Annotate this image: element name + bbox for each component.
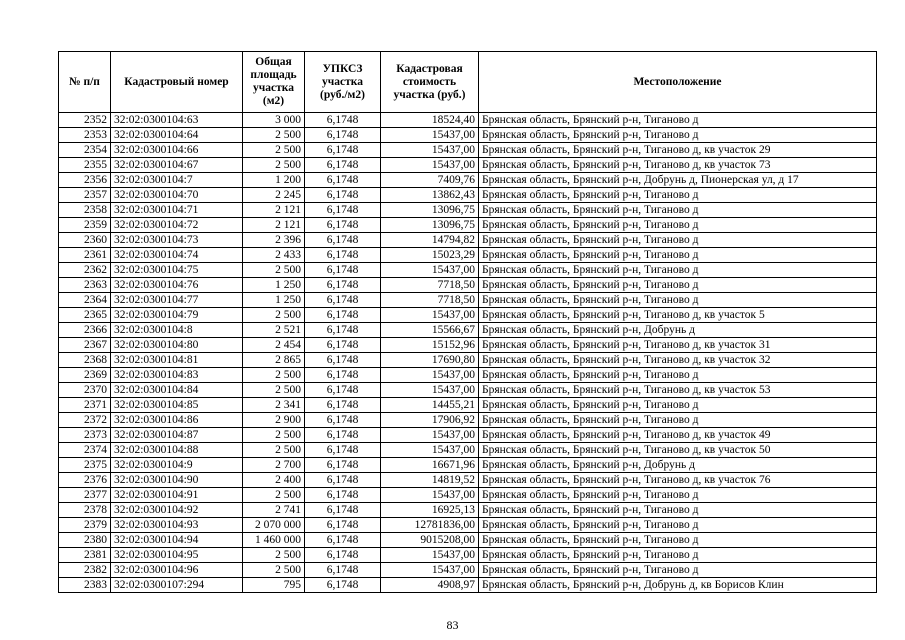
area-value: 2 521 [243,323,305,338]
cadastral-number: 32:02:0300104:94 [111,533,243,548]
cost-value: 16671,96 [381,458,479,473]
location-value: Брянская область, Брянский р-н, Тиганово д [479,203,877,218]
cadastral-number: 32:02:0300104:77 [111,293,243,308]
location-value: Брянская область, Брянский р-н, Тиганово д [479,293,877,308]
row-number: 2367 [59,338,111,353]
area-value: 2 500 [243,308,305,323]
location-value: Брянская область, Брянский р-н, Добрунь д, кв Борисов Клин [479,578,877,593]
cost-value: 15437,00 [381,308,479,323]
area-value: 1 460 000 [243,533,305,548]
cadastral-table [58,51,877,593]
location-value: Брянская область, Брянский р-н, Тиганово д [479,488,877,503]
table-row [59,158,877,173]
area-value: 795 [243,578,305,593]
cadastral-number: 32:02:0300104:66 [111,143,243,158]
table-row [59,143,877,158]
table-row [59,203,877,218]
upkcz-value: 6,1748 [305,548,381,563]
upkcz-value: 6,1748 [305,518,381,533]
cost-value: 14819,52 [381,473,479,488]
upkcz-value: 6,1748 [305,353,381,368]
table-row [59,473,877,488]
upkcz-value: 6,1748 [305,158,381,173]
area-value: 2 341 [243,398,305,413]
table-row [59,398,877,413]
upkcz-value: 6,1748 [305,338,381,353]
area-value: 2 700 [243,458,305,473]
table-row [59,338,877,353]
cadastral-number: 32:02:0300104:67 [111,158,243,173]
row-number: 2368 [59,353,111,368]
row-number: 2383 [59,578,111,593]
cost-value: 7409,76 [381,173,479,188]
location-value: Брянская область, Брянский р-н, Тиганово д, кв участок 32 [479,353,877,368]
cost-value: 14455,21 [381,398,479,413]
upkcz-value: 6,1748 [305,128,381,143]
location-value: Брянская область, Брянский р-н, Тиганово д, кв участок 31 [479,338,877,353]
cost-value: 16925,13 [381,503,479,518]
upkcz-value: 6,1748 [305,383,381,398]
row-number: 2355 [59,158,111,173]
upkcz-value: 6,1748 [305,503,381,518]
upkcz-value: 6,1748 [305,473,381,488]
table-row [59,278,877,293]
table-row [59,533,877,548]
area-value: 2 500 [243,143,305,158]
location-value: Брянская область, Брянский р-н, Тиганово д, кв участок 53 [479,383,877,398]
location-value: Брянская область, Брянский р-н, Тиганово д [479,518,877,533]
location-value: Брянская область, Брянский р-н, Тиганово д [479,113,877,128]
upkcz-value: 6,1748 [305,458,381,473]
row-number: 2371 [59,398,111,413]
cadastral-number: 32:02:0300104:71 [111,203,243,218]
cadastral-number: 32:02:0300104:83 [111,368,243,383]
upkcz-value: 6,1748 [305,248,381,263]
upkcz-value: 6,1748 [305,233,381,248]
table-body [59,113,877,593]
upkcz-value: 6,1748 [305,488,381,503]
location-value: Брянская область, Брянский р-н, Тиганово д [479,188,877,203]
cadastral-number: 32:02:0300104:8 [111,323,243,338]
row-number: 2356 [59,173,111,188]
area-value: 2 500 [243,158,305,173]
cadastral-number: 32:02:0300104:80 [111,338,243,353]
cost-value: 4908,97 [381,578,479,593]
upkcz-value: 6,1748 [305,563,381,578]
cost-value: 13096,75 [381,203,479,218]
row-number: 2369 [59,368,111,383]
upkcz-value: 6,1748 [305,173,381,188]
row-number: 2374 [59,443,111,458]
area-value: 2 500 [243,263,305,278]
location-value: Брянская область, Брянский р-н, Добрунь д, Пионерская ул, д 17 [479,173,877,188]
upkcz-value: 6,1748 [305,143,381,158]
cost-value: 17690,80 [381,353,479,368]
cost-value: 9015208,00 [381,533,479,548]
table-row [59,128,877,143]
location-value: Брянская область, Брянский р-н, Тиганово д, кв участок 49 [479,428,877,443]
row-number: 2362 [59,263,111,278]
table-row [59,443,877,458]
cost-value: 15437,00 [381,158,479,173]
upkcz-value: 6,1748 [305,578,381,593]
row-number: 2365 [59,308,111,323]
cost-value: 7718,50 [381,293,479,308]
location-value: Брянская область, Брянский р-н, Тиганово д [479,503,877,518]
cost-value: 15437,00 [381,143,479,158]
row-number: 2352 [59,113,111,128]
cost-value: 14794,82 [381,233,479,248]
table-row [59,563,877,578]
cost-value: 12781836,00 [381,518,479,533]
table-row [59,263,877,278]
cost-value: 15437,00 [381,128,479,143]
cadastral-number: 32:02:0300104:76 [111,278,243,293]
location-value: Брянская область, Брянский р-н, Тиганово д [479,398,877,413]
cost-value: 18524,40 [381,113,479,128]
cadastral-number: 32:02:0300104:88 [111,443,243,458]
location-value: Брянская область, Брянский р-н, Тиганово д [479,263,877,278]
cadastral-number: 32:02:0300104:74 [111,248,243,263]
cadastral-number: 32:02:0300104:87 [111,428,243,443]
cost-value: 15437,00 [381,263,479,278]
location-value: Брянская область, Брянский р-н, Добрунь д [479,458,877,473]
cost-value: 13862,43 [381,188,479,203]
row-number: 2373 [59,428,111,443]
cadastral-number: 32:02:0300104:7 [111,173,243,188]
location-value: Брянская область, Брянский р-н, Тиганово д, кв участок 29 [479,143,877,158]
row-number: 2372 [59,413,111,428]
area-value: 2 500 [243,383,305,398]
row-number: 2354 [59,143,111,158]
upkcz-value: 6,1748 [305,218,381,233]
table-row [59,578,877,593]
header-num: № п/п [59,52,111,113]
upkcz-value: 6,1748 [305,278,381,293]
page-number: 83 [446,618,459,632]
location-value: Брянская область, Брянский р-н, Добрунь д [479,323,877,338]
table-row [59,383,877,398]
cost-value: 15437,00 [381,383,479,398]
cadastral-number: 32:02:0300104:75 [111,263,243,278]
location-value: Брянская область, Брянский р-н, Тиганово д [479,368,877,383]
upkcz-value: 6,1748 [305,413,381,428]
cadastral-number: 32:02:0300104:90 [111,473,243,488]
location-value: Брянская область, Брянский р-н, Тиганово д [479,218,877,233]
cost-value: 15566,67 [381,323,479,338]
location-value: Брянская область, Брянский р-н, Тиганово д, кв участок 5 [479,308,877,323]
location-value: Брянская область, Брянский р-н, Тиганово д, кв участок 73 [479,158,877,173]
table-row [59,113,877,128]
table-row [59,503,877,518]
cost-value: 15437,00 [381,548,479,563]
table-row [59,458,877,473]
row-number: 2377 [59,488,111,503]
table-row [59,233,877,248]
table-row [59,188,877,203]
row-number: 2363 [59,278,111,293]
area-value: 2 500 [243,443,305,458]
location-value: Брянская область, Брянский р-н, Тиганово д [479,563,877,578]
upkcz-value: 6,1748 [305,398,381,413]
cadastral-number: 32:02:0300104:9 [111,458,243,473]
upkcz-value: 6,1748 [305,113,381,128]
area-value: 2 500 [243,428,305,443]
area-value: 2 741 [243,503,305,518]
cost-value: 15023,29 [381,248,479,263]
upkcz-value: 6,1748 [305,323,381,338]
area-value: 2 900 [243,413,305,428]
cadastral-number: 32:02:0300104:81 [111,353,243,368]
row-number: 2357 [59,188,111,203]
row-number: 2379 [59,518,111,533]
table-row [59,353,877,368]
row-number: 2375 [59,458,111,473]
cadastral-number: 32:02:0300104:73 [111,233,243,248]
row-number: 2366 [59,323,111,338]
upkcz-value: 6,1748 [305,263,381,278]
area-value: 3 000 [243,113,305,128]
cadastral-number: 32:02:0300104:63 [111,113,243,128]
location-value: Брянская область, Брянский р-н, Тиганово д [479,248,877,263]
area-value: 2 396 [243,233,305,248]
row-number: 2381 [59,548,111,563]
location-value: Брянская область, Брянский р-н, Тиганово д [479,233,877,248]
table-row [59,173,877,188]
upkcz-value: 6,1748 [305,203,381,218]
row-number: 2378 [59,503,111,518]
header-cost: Кадастровая стоимость участка (руб.) [381,52,479,113]
upkcz-value: 6,1748 [305,368,381,383]
upkcz-value: 6,1748 [305,308,381,323]
area-value: 1 250 [243,293,305,308]
table-row [59,293,877,308]
cost-value: 15437,00 [381,563,479,578]
cadastral-number: 32:02:0300104:91 [111,488,243,503]
location-value: Брянская область, Брянский р-н, Тиганово д, кв участок 50 [479,443,877,458]
cadastral-number: 32:02:0300104:93 [111,518,243,533]
cadastral-number: 32:02:0300107:294 [111,578,243,593]
cadastral-number: 32:02:0300104:64 [111,128,243,143]
location-value: Брянская область, Брянский р-н, Тиганово д [479,128,877,143]
cost-value: 17906,92 [381,413,479,428]
cadastral-number: 32:02:0300104:96 [111,563,243,578]
cadastral-number: 32:02:0300104:95 [111,548,243,563]
header-cadastral: Кадастровый номер [111,52,243,113]
area-value: 2 454 [243,338,305,353]
area-value: 2 121 [243,203,305,218]
cost-value: 15152,96 [381,338,479,353]
table-row [59,488,877,503]
area-value: 1 250 [243,278,305,293]
location-value: Брянская область, Брянский р-н, Тиганово д [479,533,877,548]
location-value: Брянская область, Брянский р-н, Тиганово д [479,413,877,428]
table-row [59,428,877,443]
cost-value: 15437,00 [381,368,479,383]
table-header-row [59,52,877,113]
cost-value: 15437,00 [381,488,479,503]
row-number: 2359 [59,218,111,233]
area-value: 1 200 [243,173,305,188]
location-value: Брянская область, Брянский р-н, Тиганово д, кв участок 76 [479,473,877,488]
location-value: Брянская область, Брянский р-н, Тиганово д [479,548,877,563]
cadastral-number: 32:02:0300104:79 [111,308,243,323]
upkcz-value: 6,1748 [305,443,381,458]
table-row [59,548,877,563]
upkcz-value: 6,1748 [305,188,381,203]
header-upkcz: УПКСЗ участка (руб./м2) [305,52,381,113]
upkcz-value: 6,1748 [305,428,381,443]
row-number: 2361 [59,248,111,263]
cost-value: 15437,00 [381,443,479,458]
row-number: 2353 [59,128,111,143]
table-row [59,518,877,533]
row-number: 2360 [59,233,111,248]
upkcz-value: 6,1748 [305,293,381,308]
area-value: 2 500 [243,128,305,143]
area-value: 2 500 [243,563,305,578]
row-number: 2358 [59,203,111,218]
cadastral-number: 32:02:0300104:72 [111,218,243,233]
row-number: 2376 [59,473,111,488]
area-value: 2 865 [243,353,305,368]
table-row [59,248,877,263]
cadastral-number: 32:02:0300104:86 [111,413,243,428]
cost-value: 13096,75 [381,218,479,233]
cadastral-number: 32:02:0300104:92 [111,503,243,518]
table-row [59,323,877,338]
upkcz-value: 6,1748 [305,533,381,548]
table-row [59,308,877,323]
table-row [59,368,877,383]
header-area: Общая площадь участка (м2) [243,52,305,113]
cadastral-number: 32:02:0300104:70 [111,188,243,203]
area-value: 2 500 [243,548,305,563]
row-number: 2364 [59,293,111,308]
table-row [59,413,877,428]
table-row [59,218,877,233]
area-value: 2 500 [243,368,305,383]
row-number: 2382 [59,563,111,578]
cadastral-number: 32:02:0300104:84 [111,383,243,398]
cost-value: 7718,50 [381,278,479,293]
cadastral-number: 32:02:0300104:85 [111,398,243,413]
area-value: 2 500 [243,488,305,503]
area-value: 2 245 [243,188,305,203]
location-value: Брянская область, Брянский р-н, Тиганово д [479,278,877,293]
header-location: Местоположение [479,52,877,113]
row-number: 2380 [59,533,111,548]
area-value: 2 121 [243,218,305,233]
area-value: 2 400 [243,473,305,488]
area-value: 2 433 [243,248,305,263]
area-value: 2 070 000 [243,518,305,533]
row-number: 2370 [59,383,111,398]
cost-value: 15437,00 [381,428,479,443]
